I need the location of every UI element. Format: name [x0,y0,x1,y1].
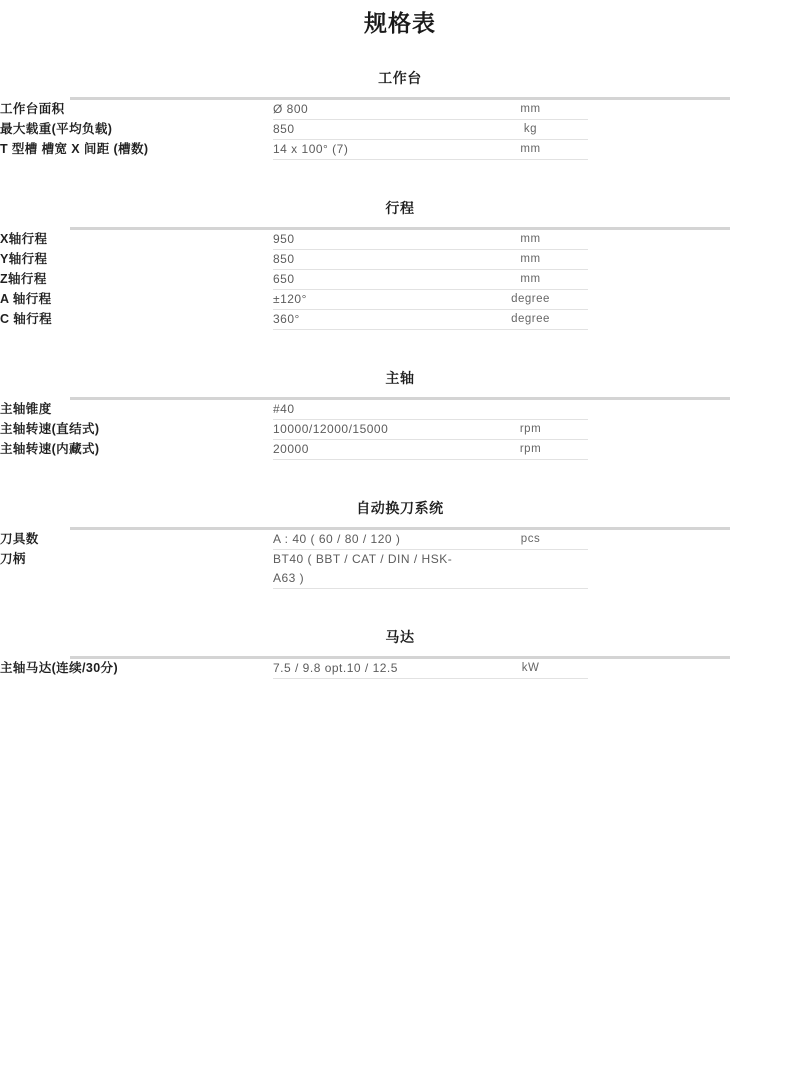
spec-table [0,659,800,679]
spec-value: 850 [273,250,473,270]
spec-value: 360° [273,310,473,330]
spec-value: 10000/12000/15000 [273,420,473,440]
table-row [0,290,800,310]
spec-row-spacer [588,420,800,440]
spec-unit [473,550,588,589]
spec-label: 刀柄 [0,551,26,566]
table-row [0,659,800,679]
spec-unit: mm [473,250,588,270]
spec-unit: pcs [473,530,588,550]
spec-table [0,100,800,160]
spec-label: 刀具数 [0,532,39,546]
table-row [0,120,800,140]
spec-row-spacer [588,530,800,550]
spec-value: 850 [273,120,473,140]
spec-label: T 型槽 槽宽 X 间距 (槽数) [0,141,149,156]
section-spacer [0,160,800,198]
spec-label: X轴行程 [0,232,48,246]
spec-value: A : 40 ( 60 / 80 / 120 ) [273,530,473,550]
section-heading: 行程 [385,200,415,216]
spec-label: 工作台面积 [0,102,65,116]
spec-unit: mm [473,100,588,120]
spec-value: ±120° [273,290,473,310]
section-heading: 主轴 [385,370,415,386]
spec-section [0,40,800,160]
spec-row-spacer [588,120,800,140]
spec-label: 主轴锥度 [0,402,52,416]
spec-row-spacer [588,440,800,460]
section-spacer [0,589,800,627]
spec-value: 20000 [273,440,473,460]
spec-section [0,330,800,460]
spec-unit: kg [473,120,588,140]
spec-section [0,589,800,679]
section-spacer [0,460,800,498]
table-row [0,440,800,460]
spec-unit: degree [473,310,588,330]
spec-value: 14 x 100° (7) [273,140,473,160]
spec-unit: rpm [473,420,588,440]
spec-unit: mm [473,270,588,290]
spec-row-spacer [588,659,800,679]
spec-label: 最大载重(平均负载) [0,121,113,136]
section-spacer [0,330,800,368]
section-heading: 工作台 [378,70,422,86]
table-row [0,140,800,160]
table-row [0,230,800,250]
spec-table [0,400,800,460]
spec-value: BT40 ( BBT / CAT / DIN / HSK-A63 ) [273,550,473,589]
spec-table [0,230,800,330]
spec-label: 主轴转速(直结式) [0,421,100,436]
spec-value: #40 [273,400,473,420]
table-row [0,310,800,330]
spec-unit: mm [473,140,588,160]
spec-row-spacer [588,250,800,270]
spec-row-spacer [588,550,800,589]
spec-row-spacer [588,270,800,290]
spec-section [0,460,800,589]
spec-row-spacer [588,140,800,160]
table-row [0,530,800,550]
spec-unit: kW [473,659,588,679]
section-heading: 自动换刀系统 [356,500,444,516]
spec-unit: degree [473,290,588,310]
spec-row-spacer [588,100,800,120]
page-title: 规格表 [364,10,436,36]
spec-value: 7.5 / 9.8 opt.10 / 12.5 [273,659,473,679]
table-row [0,420,800,440]
table-row [0,400,800,420]
spec-unit: rpm [473,440,588,460]
spec-value: 650 [273,270,473,290]
section-spacer [0,40,800,68]
spec-value: 950 [273,230,473,250]
spec-row-spacer [588,230,800,250]
spec-label: Y轴行程 [0,251,48,266]
table-row [0,270,800,290]
spec-label: C 轴行程 [0,311,53,326]
table-row [0,250,800,270]
table-row [0,100,800,120]
table-row [0,550,800,589]
spec-label: 主轴马达(连续/30分) [0,661,119,675]
spec-row-spacer [588,310,800,330]
spec-unit: mm [473,230,588,250]
spec-label: 主轴转速(内藏式) [0,441,100,456]
spec-value: Ø 800 [273,100,473,120]
spec-row-spacer [588,400,800,420]
spec-table [0,530,800,589]
spec-label: Z轴行程 [0,271,47,286]
section-heading: 马达 [385,629,415,645]
spec-unit [473,400,588,420]
spec-label: A 轴行程 [0,291,52,306]
spec-row-spacer [588,290,800,310]
spec-sections [0,40,800,679]
spec-section [0,160,800,330]
